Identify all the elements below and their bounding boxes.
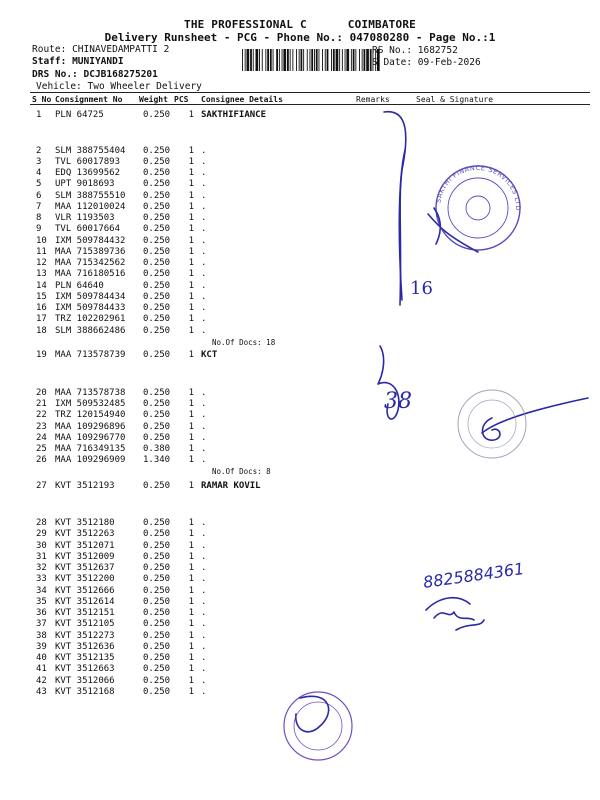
row-weight: 0.250 <box>143 687 171 697</box>
route-line: Route: CHINAVEDAMPATTI 2 <box>32 44 170 55</box>
row-consignment: KVT 3512009 <box>55 552 115 562</box>
row-consignee: . <box>201 518 207 528</box>
table-row <box>0 157 600 168</box>
row-weight: 0.250 <box>143 179 171 189</box>
table-row <box>0 481 600 492</box>
row-sno: 6 <box>36 191 42 201</box>
row-sno: 37 <box>36 619 47 629</box>
row-pcs: 1 <box>188 213 194 223</box>
row-weight: 0.250 <box>143 518 171 528</box>
row-weight: 0.250 <box>143 303 171 313</box>
drs-line: DRS No.: DCJB168275201 <box>32 69 158 80</box>
row-pcs: 1 <box>188 258 194 268</box>
row-weight: 0.250 <box>143 258 171 268</box>
row-pcs: 1 <box>188 269 194 279</box>
row-weight: 0.250 <box>143 541 171 551</box>
row-consignment: MAA 715389736 <box>55 247 126 257</box>
row-consignment: KVT 3512168 <box>55 687 115 697</box>
row-consignee: . <box>201 574 207 584</box>
row-weight: 0.250 <box>143 642 171 652</box>
row-consignee: . <box>201 642 207 652</box>
row-sno: 8 <box>36 213 42 223</box>
row-consignment: KVT 3512636 <box>55 642 115 652</box>
row-pcs: 1 <box>188 110 194 120</box>
header-rule-top <box>30 92 590 93</box>
row-weight: 0.250 <box>143 563 171 573</box>
table-row <box>0 687 600 698</box>
row-consignment: PLN 64725 <box>55 110 104 120</box>
svg-text:SAKTHI FINANCE SERVICES LTD: SAKTHI FINANCE SERVICES LTD <box>434 163 523 212</box>
row-sno: 12 <box>36 258 47 268</box>
row-pcs: 1 <box>188 314 194 324</box>
row-consignment: MAA 716349135 <box>55 444 126 454</box>
row-pcs: 1 <box>188 157 194 167</box>
row-consignee: . <box>201 687 207 697</box>
row-pcs: 1 <box>188 552 194 562</box>
row-consignment: KVT 3512151 <box>55 608 115 618</box>
row-pcs: 1 <box>188 631 194 641</box>
drs-date-right: S Date: 09-Feb-2026 <box>372 57 481 68</box>
row-pcs: 1 <box>188 433 194 443</box>
row-sno: 2 <box>36 146 42 156</box>
row-weight: 0.250 <box>143 422 171 432</box>
row-sno: 26 <box>36 455 47 465</box>
row-consignment: SLM 388755510 <box>55 191 126 201</box>
row-weight: 0.250 <box>143 168 171 178</box>
row-weight: 0.250 <box>143 269 171 279</box>
doc-count-1: No.Of Docs: 18 <box>212 338 276 347</box>
row-consignment: MAA 112010024 <box>55 202 126 212</box>
row-consignment: KVT 3512135 <box>55 653 115 663</box>
row-pcs: 1 <box>188 146 194 156</box>
row-sno: 39 <box>36 642 47 652</box>
table-row <box>0 350 600 361</box>
row-weight: 0.380 <box>143 444 171 454</box>
table-row <box>0 518 600 529</box>
company-title: THE PROFESSIONAL C COIMBATORE <box>184 18 416 31</box>
row-pcs: 1 <box>188 399 194 409</box>
row-pcs: 1 <box>188 518 194 528</box>
table-row <box>0 653 600 664</box>
col-remarks: Remarks <box>356 95 390 104</box>
table-row <box>0 281 600 292</box>
row-consignee: . <box>201 444 207 454</box>
col-pcs: PCS <box>174 95 189 104</box>
row-consignment: KVT 3512193 <box>55 481 115 491</box>
row-consignee: . <box>201 202 207 212</box>
row-weight: 0.250 <box>143 608 171 618</box>
row-weight: 0.250 <box>143 586 171 596</box>
table-row <box>0 399 600 410</box>
row-consignee: . <box>201 433 207 443</box>
row-weight: 0.250 <box>143 314 171 324</box>
table-row <box>0 529 600 540</box>
row-pcs: 1 <box>188 653 194 663</box>
row-consignee: . <box>201 676 207 686</box>
row-consignment: KVT 3512637 <box>55 563 115 573</box>
table-row <box>0 563 600 574</box>
row-consignee: . <box>201 653 207 663</box>
row-sno: 38 <box>36 631 47 641</box>
row-consignment: KVT 3512066 <box>55 676 115 686</box>
row-consignment: KVT 3512105 <box>55 619 115 629</box>
row-sno: 25 <box>36 444 47 454</box>
vehicle-line: Vehicle: Two Wheeler Delivery <box>36 81 202 92</box>
row-sno: 4 <box>36 168 42 178</box>
row-sno: 21 <box>36 399 47 409</box>
row-pcs: 1 <box>188 455 194 465</box>
row-weight: 0.250 <box>143 410 171 420</box>
row-sno: 15 <box>36 292 47 302</box>
row-consignment: KVT 3512263 <box>55 529 115 539</box>
row-consignee: . <box>201 314 207 324</box>
row-consignment: EDQ 13699562 <box>55 168 121 178</box>
row-consignee: . <box>201 664 207 674</box>
table-row <box>0 388 600 399</box>
row-consignee: . <box>201 157 207 167</box>
row-consignee: . <box>201 597 207 607</box>
row-weight: 0.250 <box>143 399 171 409</box>
row-sno: 1 <box>36 110 42 120</box>
row-weight: 0.250 <box>143 631 171 641</box>
row-pcs: 1 <box>188 574 194 584</box>
row-weight: 0.250 <box>143 433 171 443</box>
row-consignment: MAA 713578739 <box>55 350 126 360</box>
col-consignee: Consignee Details <box>201 95 283 104</box>
table-row <box>0 444 600 455</box>
table-row <box>0 179 600 190</box>
row-consignee: . <box>201 552 207 562</box>
table-row <box>0 410 600 421</box>
row-pcs: 1 <box>188 224 194 234</box>
row-consignee: . <box>201 179 207 189</box>
row-sno: 33 <box>36 574 47 584</box>
row-sno: 18 <box>36 326 47 336</box>
row-sno: 13 <box>36 269 47 279</box>
table-row <box>0 224 600 235</box>
table-row <box>0 236 600 247</box>
row-consignee: . <box>201 608 207 618</box>
row-weight: 0.250 <box>143 247 171 257</box>
row-sno: 17 <box>36 314 47 324</box>
table-row <box>0 303 600 314</box>
row-consignment: TRZ 102202961 <box>55 314 126 324</box>
row-weight: 0.250 <box>143 552 171 562</box>
row-consignee: . <box>201 326 207 336</box>
row-weight: 0.250 <box>143 157 171 167</box>
row-pcs: 1 <box>188 410 194 420</box>
table-row <box>0 269 600 280</box>
table-row <box>0 631 600 642</box>
row-consignment: TVL 60017664 <box>55 224 121 234</box>
row-weight: 0.250 <box>143 202 171 212</box>
row-consignment: IXM 509784433 <box>55 303 126 313</box>
table-row <box>0 676 600 687</box>
row-pcs: 1 <box>188 202 194 212</box>
row-sno: 23 <box>36 422 47 432</box>
row-pcs: 1 <box>188 388 194 398</box>
row-consignment: MAA 716180516 <box>55 269 126 279</box>
row-consignee: . <box>201 388 207 398</box>
row-pcs: 1 <box>188 422 194 432</box>
row-consignee: SAKTHIFIANCE <box>201 110 267 120</box>
row-pcs: 1 <box>188 236 194 246</box>
row-weight: 1.340 <box>143 455 171 465</box>
row-consignment: KVT 3512071 <box>55 541 115 551</box>
row-weight: 0.250 <box>143 574 171 584</box>
row-consignment: KVT 3512663 <box>55 664 115 674</box>
row-weight: 0.250 <box>143 224 171 234</box>
header-rule-bottom <box>30 104 590 105</box>
row-pcs: 1 <box>188 619 194 629</box>
table-row <box>0 258 600 269</box>
row-consignment: IXM 509784434 <box>55 292 126 302</box>
row-pcs: 1 <box>188 303 194 313</box>
row-sno: 5 <box>36 179 42 189</box>
row-sno: 14 <box>36 281 47 291</box>
row-pcs: 1 <box>188 292 194 302</box>
row-sno: 32 <box>36 563 47 573</box>
table-row <box>0 247 600 258</box>
row-consignee: . <box>201 529 207 539</box>
table-row <box>0 110 600 121</box>
row-consignee: RAMAR KOVIL <box>201 481 261 491</box>
runsheet-title: Delivery Runsheet - PCG - Phone No.: 047080280 - Page No.:1 <box>104 31 496 44</box>
table-row <box>0 422 600 433</box>
row-sno: 30 <box>36 541 47 551</box>
table-row <box>0 146 600 157</box>
row-consignment: MAA 109296909 <box>55 455 126 465</box>
row-weight: 0.250 <box>143 388 171 398</box>
row-pcs: 1 <box>188 563 194 573</box>
row-weight: 0.250 <box>143 281 171 291</box>
row-consignment: IXM 509784432 <box>55 236 126 246</box>
table-row <box>0 191 600 202</box>
row-weight: 0.250 <box>143 236 171 246</box>
row-sno: 3 <box>36 157 42 167</box>
table-row <box>0 552 600 563</box>
row-pcs: 1 <box>188 179 194 189</box>
row-sno: 29 <box>36 529 47 539</box>
row-pcs: 1 <box>188 608 194 618</box>
row-consignee: . <box>201 455 207 465</box>
col-seal: Seal & Signature <box>416 95 494 104</box>
row-pcs: 1 <box>188 444 194 454</box>
doc-count-2: No.Of Docs: 8 <box>212 467 271 476</box>
row-consignee: . <box>201 247 207 257</box>
row-pcs: 1 <box>188 676 194 686</box>
row-weight: 0.250 <box>143 292 171 302</box>
row-consignee: . <box>201 281 207 291</box>
drs-number-right: RS No.: 1682752 <box>372 45 458 56</box>
row-consignee: . <box>201 269 207 279</box>
row-pcs: 1 <box>188 326 194 336</box>
row-weight: 0.250 <box>143 326 171 336</box>
row-sno: 27 <box>36 481 47 491</box>
row-sno: 34 <box>36 586 47 596</box>
row-consignee: . <box>201 168 207 178</box>
row-consignee: . <box>201 410 207 420</box>
row-consignment: TRZ 120154940 <box>55 410 126 420</box>
table-row <box>0 326 600 337</box>
row-consignee: . <box>201 619 207 629</box>
row-consignment: KVT 3512666 <box>55 586 115 596</box>
row-consignee: . <box>201 586 207 596</box>
row-pcs: 1 <box>188 597 194 607</box>
table-row <box>0 574 600 585</box>
col-sno: S No <box>32 95 52 104</box>
row-pcs: 1 <box>188 481 194 491</box>
row-consignment: KVT 3512200 <box>55 574 115 584</box>
row-sno: 40 <box>36 653 47 663</box>
row-pcs: 1 <box>188 529 194 539</box>
row-pcs: 1 <box>188 664 194 674</box>
row-consignee: . <box>201 422 207 432</box>
row-consignee: . <box>201 631 207 641</box>
row-sno: 36 <box>36 608 47 618</box>
row-sno: 7 <box>36 202 42 212</box>
row-consignee: . <box>201 292 207 302</box>
row-consignment: KVT 3512273 <box>55 631 115 641</box>
row-consignment: MAA 109296770 <box>55 433 126 443</box>
row-weight: 0.250 <box>143 213 171 223</box>
row-pcs: 1 <box>188 281 194 291</box>
row-pcs: 1 <box>188 687 194 697</box>
row-sno: 35 <box>36 597 47 607</box>
table-row <box>0 642 600 653</box>
col-weight: Weight <box>139 95 168 104</box>
row-pcs: 1 <box>188 350 194 360</box>
table-row <box>0 597 600 608</box>
row-weight: 0.250 <box>143 676 171 686</box>
row-consignment: MAA 109296896 <box>55 422 126 432</box>
table-row <box>0 433 600 444</box>
row-weight: 0.250 <box>143 481 171 491</box>
row-consignee: KCT <box>201 350 218 360</box>
table-row <box>0 202 600 213</box>
row-weight: 0.250 <box>143 619 171 629</box>
row-sno: 19 <box>36 350 47 360</box>
row-consignment: SLM 388755404 <box>55 146 126 156</box>
row-consignment: KVT 3512180 <box>55 518 115 528</box>
row-sno: 24 <box>36 433 47 443</box>
row-pcs: 1 <box>188 247 194 257</box>
row-sno: 11 <box>36 247 47 257</box>
table-row <box>0 608 600 619</box>
row-consignment: MAA 715342562 <box>55 258 126 268</box>
row-consignment: TVL 60017893 <box>55 157 121 167</box>
row-weight: 0.250 <box>143 653 171 663</box>
row-consignee: . <box>201 303 207 313</box>
table-row <box>0 314 600 325</box>
row-sno: 43 <box>36 687 47 697</box>
staff-line: Staff: MUNIYANDI <box>32 56 124 67</box>
row-consignee: . <box>201 224 207 234</box>
row-sno: 16 <box>36 303 47 313</box>
row-consignment: VLR 1193503 <box>55 213 115 223</box>
row-sno: 41 <box>36 664 47 674</box>
row-sno: 42 <box>36 676 47 686</box>
row-consignment: UPT 9018693 <box>55 179 115 189</box>
row-weight: 0.250 <box>143 146 171 156</box>
row-consignee: . <box>201 236 207 246</box>
barcode <box>242 49 382 71</box>
row-consignee: . <box>201 146 207 156</box>
row-consignment: KVT 3512614 <box>55 597 115 607</box>
table-row <box>0 455 600 466</box>
third-seal-stamp <box>284 692 352 760</box>
row-sno: 10 <box>36 236 47 246</box>
row-consignee: . <box>201 541 207 551</box>
row-consignment: SLM 388662486 <box>55 326 126 336</box>
row-pcs: 1 <box>188 168 194 178</box>
row-pcs: 1 <box>188 191 194 201</box>
table-row <box>0 541 600 552</box>
row-consignee: . <box>201 563 207 573</box>
table-row <box>0 213 600 224</box>
row-weight: 0.250 <box>143 529 171 539</box>
row-consignment: PLN 64640 <box>55 281 104 291</box>
table-row <box>0 619 600 630</box>
row-weight: 0.250 <box>143 664 171 674</box>
handwritten-phone-note: 8825884361 <box>421 558 526 592</box>
table-row <box>0 664 600 675</box>
row-sno: 22 <box>36 410 47 420</box>
row-sno: 28 <box>36 518 47 528</box>
row-consignment: IXM 509532485 <box>55 399 126 409</box>
row-consignee: . <box>201 399 207 409</box>
row-sno: 31 <box>36 552 47 562</box>
row-consignee: . <box>201 213 207 223</box>
row-weight: 0.250 <box>143 191 171 201</box>
row-consignee: . <box>201 258 207 268</box>
row-sno: 9 <box>36 224 42 234</box>
table-row <box>0 586 600 597</box>
row-pcs: 1 <box>188 642 194 652</box>
row-consignment: MAA 713578738 <box>55 388 126 398</box>
row-pcs: 1 <box>188 586 194 596</box>
row-pcs: 1 <box>188 541 194 551</box>
handwritten-38: 38 <box>384 389 412 414</box>
row-consignee: . <box>201 191 207 201</box>
handwritten-16: 16 <box>410 278 433 299</box>
row-weight: 0.250 <box>143 350 171 360</box>
row-weight: 0.250 <box>143 597 171 607</box>
final-signature-stroke <box>296 696 329 731</box>
row-weight: 0.250 <box>143 110 171 120</box>
row-sno: 20 <box>36 388 47 398</box>
table-row <box>0 292 600 303</box>
col-consignment: Consignment No <box>55 95 123 104</box>
table-row <box>0 168 600 179</box>
